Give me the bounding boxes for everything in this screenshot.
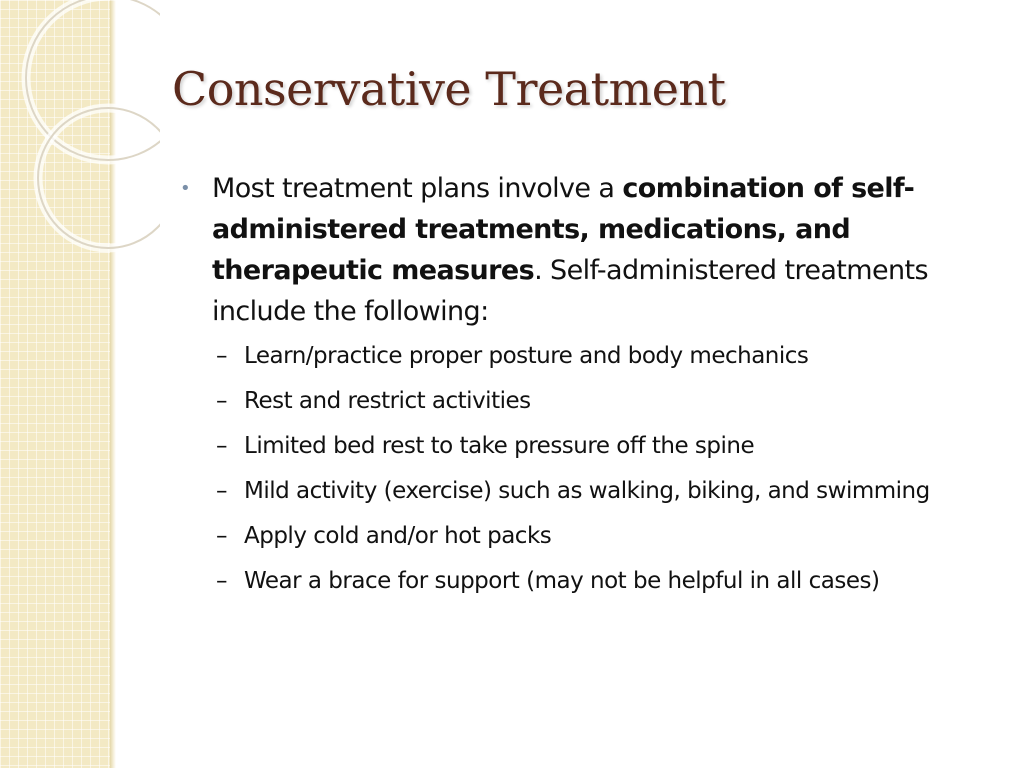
dash-icon: – xyxy=(216,433,227,459)
bullet-dot-icon: • xyxy=(180,178,191,199)
dash-icon: – xyxy=(216,478,227,504)
list-item xyxy=(216,383,990,419)
list-item-text: Mild activity (exercise) such as walking, biking, and swimming xyxy=(244,478,930,504)
list-item-text: Rest and restrict activities xyxy=(244,388,531,414)
dash-icon: – xyxy=(216,343,227,369)
bullet-outro-text: . Self-administered treatments include the following: xyxy=(212,255,928,327)
list-item xyxy=(216,338,990,374)
decorative-rings-icon xyxy=(0,0,160,260)
list-item-text: Apply cold and/or hot packs xyxy=(244,523,552,549)
list-item xyxy=(216,518,990,554)
list-item xyxy=(216,563,990,599)
main-bullet xyxy=(180,168,990,332)
dash-icon: – xyxy=(216,388,227,414)
list-item-text: Wear a brace for support (may not be helpful in all cases) xyxy=(244,568,880,594)
dash-icon: – xyxy=(216,523,227,549)
list-item xyxy=(216,473,990,509)
slide-title: Conservative Treatment xyxy=(172,62,726,116)
bullet-emphasis-text: combination of self-administered treatments, medications, and therapeutic measures xyxy=(212,173,915,286)
sub-bullet-list xyxy=(180,338,990,599)
slide-body xyxy=(180,168,990,608)
list-item-text: Learn/practice proper posture and body mechanics xyxy=(244,343,809,369)
list-item-text: Limited bed rest to take pressure off the spine xyxy=(244,433,755,459)
bullet-intro-text: Most treatment plans involve a xyxy=(212,173,623,204)
dash-icon: – xyxy=(216,568,227,594)
list-item xyxy=(216,428,990,464)
